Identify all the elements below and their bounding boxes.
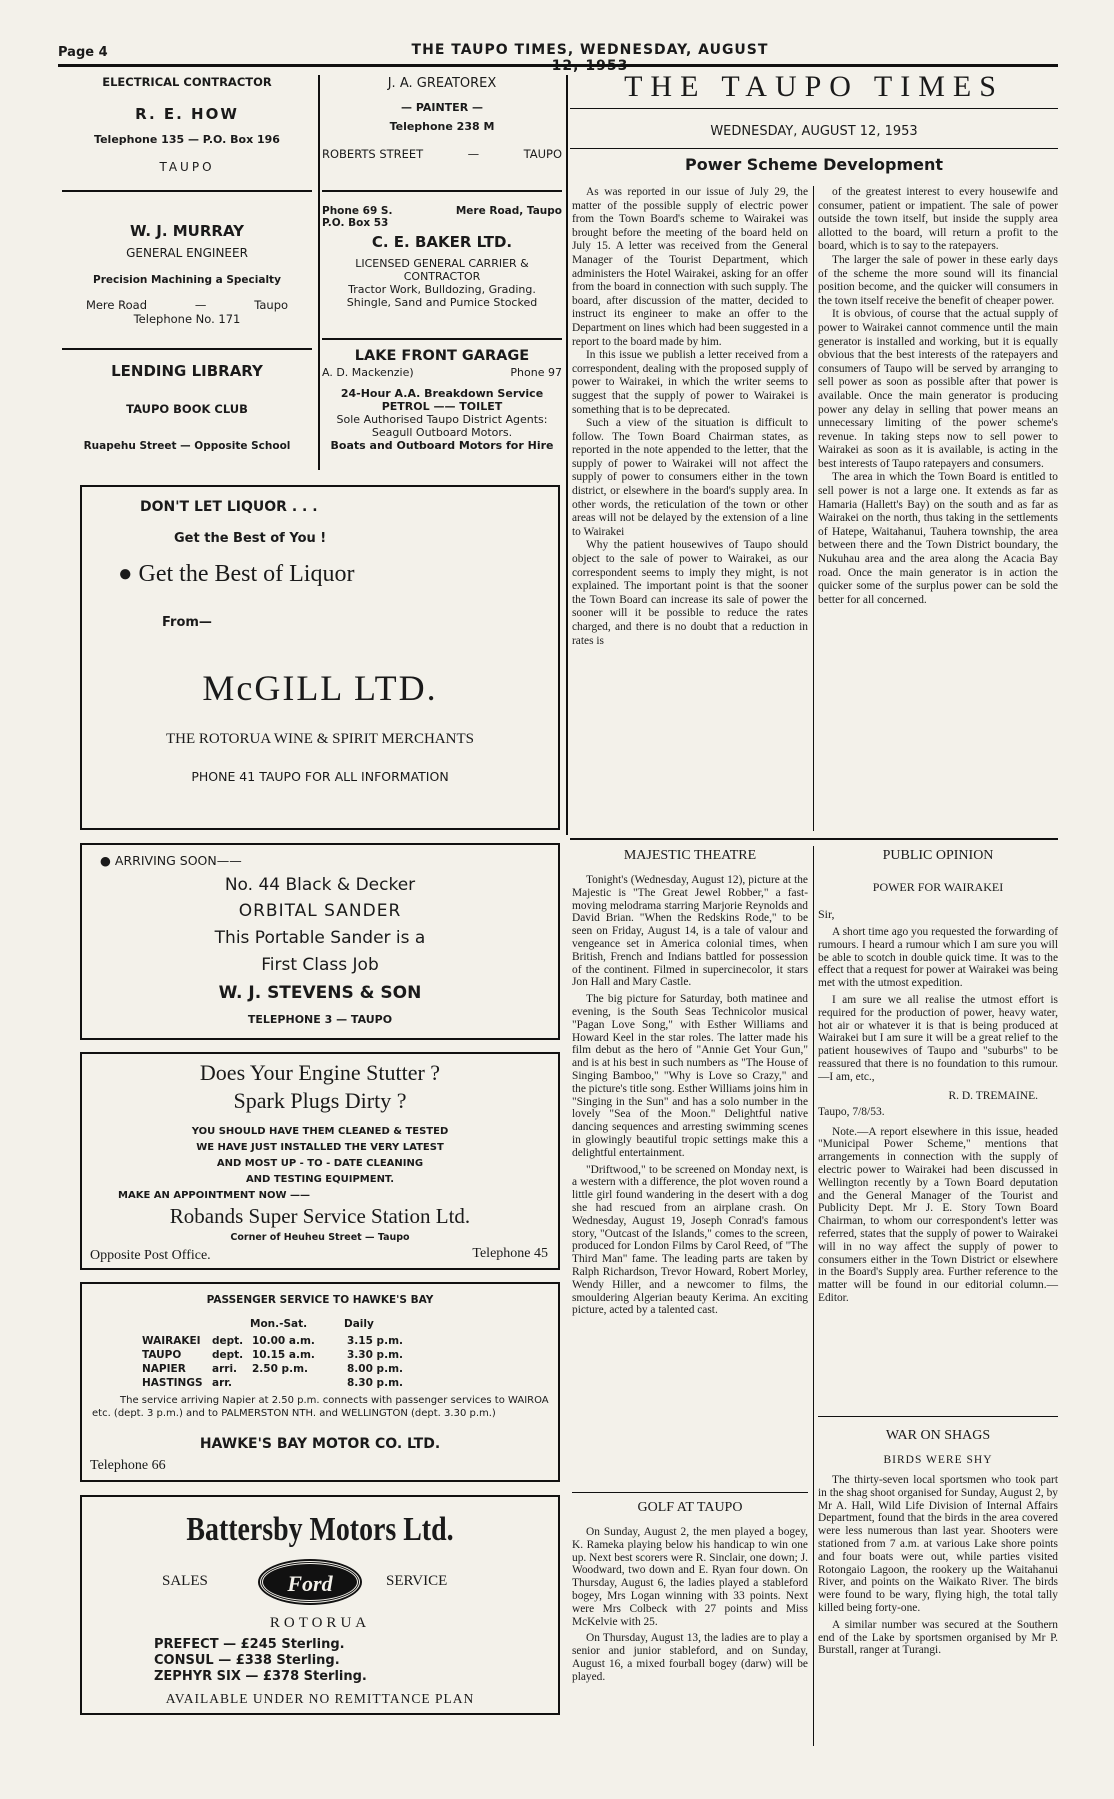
garage-line-1: 24-Hour A.A. Breakdown Service: [340, 387, 544, 400]
garage-line-2: PETROL —— TOILET: [381, 400, 503, 413]
masthead-name: THE TAUPO TIMES: [624, 70, 1004, 103]
garage-line-4: Seagull Outboard Motors.: [371, 426, 513, 439]
row-place: TAUPO: [142, 1349, 182, 1361]
how-town: TAUPO: [159, 160, 215, 174]
ad-library: [62, 362, 312, 452]
rule: [570, 148, 1058, 149]
ad-garage: [322, 348, 562, 452]
how-name: R. E. HOW: [135, 105, 239, 123]
robands-line-1: Does Your Engine Stutter ?: [199, 1060, 441, 1085]
rule: [570, 838, 1058, 840]
mcgill-line-1: DON'T LET LIQUOR . . .: [140, 499, 318, 515]
library-club: TAUPO BOOK CLUB: [126, 402, 248, 416]
running-title: THE TAUPO TIMES, WEDNESDAY, AUGUST: [411, 42, 769, 58]
robands-line-2: Spark Plugs Dirty ?: [233, 1088, 407, 1113]
mcgill-line-5: THE ROTORUA WINE & SPIRIT MERCHANTS: [166, 731, 474, 747]
shags-article: [818, 1428, 1058, 1657]
editorial-para: The larger the sale of power in these early days of the scheme the more sound will its financial position become, and the quicker will consumers in the town itself receive the benefit of cheaper power.: [818, 253, 1058, 307]
ad-murray: [62, 222, 312, 326]
editorial-headline: Power Scheme Development: [684, 155, 944, 174]
garage-name: LAKE FRONT GARAGE: [354, 348, 530, 364]
garage-line-5: Boats and Outboard Motors for Hire: [330, 439, 554, 452]
garage-line-3: Sole Authorised Taupo District Agents:: [336, 413, 548, 426]
murray-special: Precision Machining a Specialty: [93, 274, 281, 286]
shags-para: A similar number was secured at the Southern end of the Lake by sportsmen organised by Mr P. Burstall, ranger at Turangi.: [818, 1618, 1058, 1657]
library-name: LENDING LIBRARY: [111, 362, 263, 380]
greatorex-trade: — PAINTER —: [400, 101, 483, 114]
bullet-icon: ●: [118, 561, 133, 587]
stevens-line-3: ORBITAL SANDER: [238, 901, 402, 921]
rule: [322, 190, 562, 192]
ad-hawkes-bay: [80, 1282, 560, 1482]
column-rule: [318, 75, 320, 470]
ford-logo-text: Ford: [287, 1571, 333, 1596]
hawkes-title: PASSENGER SERVICE TO HAWKE'S BAY: [206, 1294, 434, 1306]
murray-road: Mere Road: [85, 298, 147, 312]
robands-phone: Telephone 45: [472, 1246, 548, 1261]
murray-town: Taupo: [254, 298, 289, 312]
stevens-name: W. J. STEVENS & SON: [218, 983, 422, 1003]
hawkes-note: The service arriving Napier at 2.50 p.m. connects with passenger services to WAIROA etc. (dept. 3 p.m.) and to PALMERSTON NTH. and WELLINGTON (dept. 3.30 p.m.): [92, 1395, 549, 1419]
ad-stevens: [80, 843, 560, 1040]
golf-para: On Sunday, August 2, the men played a bogey, K. Rameka playing below his handicap to win one up. Next best scorers were R. Sinclair, one down; J. Woodward, two down and E. Ryan four down. On Thursday, August 6, the ladies played a stableford bogey, Mrs Logan winning with 33 points. Next were Mrs Colbeck with 27 points and Miss McKelvie with 25.: [572, 1526, 808, 1628]
rule: [62, 190, 312, 192]
theatre-para: Tonight's (Wednesday, August 12), picture at the Majestic is "The Great Jewel Robber," a fast-moving melodrama starring Marjorie Reynolds and David Brian. "When the Redskins Rode," to be seen on Friday, August 14, is a tale of valour and vengeance set in America colonial times, when British, French and Indians battled for possession of the continent. Filmed in supercinecolor, it stars Jon Hall and Mary Castle.: [572, 874, 808, 989]
ford-logo: [260, 1561, 360, 1603]
hawkes-name: HAWKE'S BAY MOTOR CO. LTD.: [199, 1436, 441, 1452]
battersby-plan: AVAILABLE UNDER NO REMITTANCE PLAN: [165, 1691, 475, 1706]
greatorex-street: ROBERTS STREET: [322, 147, 424, 161]
greatorex-town: TAUPO: [523, 147, 562, 161]
robands-line-8: Corner of Heuheu Street — Taupo: [230, 1232, 410, 1243]
robands-name: Robands Super Service Station Ltd.: [169, 1204, 471, 1228]
header-rule: [58, 64, 1058, 67]
editorial-para: As was reported in our issue of July 29, the matter of the possible supply of electric power from the Town Board's scheme to Wairakei was brought before the meeting of the board held on July 15. A letter was received from the General Manager of the Tourist Department, which administers the Hotel Wairakei, asking for an offer from the board in connection with such supply. The board, after discussion of the matter, decided to instruct its engineer to make an offer to the Department on lines which had been suggested in a report to the board made by him.: [572, 186, 808, 348]
robands-line-6: AND TESTING EQUIPMENT.: [245, 1174, 395, 1185]
page-number: Page 4: [58, 45, 108, 60]
opinion-salutation: Sir,: [818, 907, 835, 921]
baker-box: P.O. Box 53: [322, 217, 389, 229]
hawkes-col-1: Mon.-Sat.: [250, 1318, 308, 1330]
theatre-article: [572, 848, 808, 1317]
battersby-service: SERVICE: [386, 1573, 448, 1589]
price-consul: CONSUL — £338 Sterling.: [154, 1653, 340, 1668]
editorial-col-1: [572, 186, 808, 648]
editorial-para: In this issue we publish a letter received from a correspondent, dealing with the proposed supply of power to Wairakei, in which the writer seems to suggest that the supply of power to Wairakei is something that is to be deprecated.: [572, 349, 808, 416]
row-time-2: 3.30 p.m.: [347, 1349, 403, 1361]
opinion-para: A short time ago you requested the forwarding of rumours. I heard a rumour which I am sure you will be able to scotch in double quick time. It was to the effect that a request for power at Wairakei was being met with the utmost expedition.: [818, 926, 1058, 990]
stevens-line-5: First Class Job: [261, 955, 379, 975]
opinion-note: Note.—A report elsewhere in this issue, headed "Municipal Power Scheme," mentions that arrangements in connection with the supply of electric power to Wairakei had been discussed in Wellington recently by a Town Board deputation and the General Manager of the Tourist and Publicity Dept. Mr J. E. Story Town Board Chairman, to whom our correspondent's letter was referred, states that the supply of power to Wairakei will in no way affect the supply of power to consumers either in the Town District or elsewhere in the Board's Supply area. Further reference to the matter will be found in our editorial column.—Editor.: [818, 1125, 1058, 1304]
robands-line-3: YOU SHOULD HAVE THEM CLEANED & TESTED: [191, 1126, 449, 1137]
hawkes-timetable: [142, 1334, 403, 1390]
opinion-para: I am sure we all realise the utmost effort is required for the production of power, heavy water, hot air or whatever it is that is being produced at Wairakei but I am sure it will be a great relief to the patient housewives of Taupo and "suburbs" to be reassured that there is no foundation to this rumour.—I am, etc.,: [818, 993, 1058, 1083]
greatorex-phone: Telephone 238 M: [389, 120, 495, 133]
greatorex-name: J. A. GREATOREX: [387, 76, 497, 91]
mcgill-line-6: PHONE 41 TAUPO FOR ALL INFORMATION: [191, 769, 449, 784]
stevens-phone: TELEPHONE 3 — TAUPO: [247, 1013, 393, 1026]
mcgill-line-4: From—: [162, 615, 212, 630]
column-rule: [566, 75, 568, 835]
editorial-para: of the greatest interest to every housewife and consumer, patient or impatient. The sale of power outside the town itself, but inside the supply area allotted to the board, will return a profit to the board, which is to say to the ratepayers.: [818, 186, 1058, 253]
hawkes-col-2: Daily: [344, 1318, 374, 1330]
stevens-line-2: No. 44 Black & Decker: [224, 875, 416, 895]
baker-line-2: CONTRACTOR: [403, 270, 481, 283]
row-dir: arri.: [212, 1363, 238, 1375]
murray-trade: GENERAL ENGINEER: [126, 246, 248, 260]
theatre-heading: MAJESTIC THEATRE: [623, 848, 757, 863]
mcgill-line-3-text: Get the Best of Liquor: [138, 561, 355, 587]
shags-sub: BIRDS WERE SHY: [883, 1454, 993, 1466]
timetable-row: [142, 1376, 403, 1390]
battersby-name: Battersby Motors Ltd.: [186, 1511, 454, 1548]
murray-phone: Telephone No. 171: [133, 312, 241, 326]
timetable-row: [142, 1334, 403, 1348]
robands-line-9: Opposite Post Office.: [90, 1248, 211, 1263]
rule: [818, 1416, 1058, 1417]
bullet-icon: ●: [100, 853, 111, 868]
ad-robands: [80, 1052, 560, 1270]
row-time-1: 10.15 a.m.: [252, 1349, 315, 1361]
row-dir: dept.: [212, 1349, 244, 1361]
robands-line-7: MAKE AN APPOINTMENT NOW ——: [118, 1190, 310, 1201]
row-dir: arr.: [212, 1377, 232, 1389]
battersby-sales: SALES: [162, 1573, 208, 1589]
ad-battersby: [80, 1495, 560, 1715]
row-place: NAPIER: [142, 1363, 186, 1375]
robands-line-5: AND MOST UP - TO - DATE CLEANING: [216, 1158, 424, 1169]
rule: [570, 108, 1058, 109]
row-time-2: 8.30 p.m.: [347, 1377, 403, 1389]
column-rule: [813, 186, 814, 831]
baker-line-4: Shingle, Sand and Pumice Stocked: [346, 296, 538, 309]
ad-mcgill: [80, 485, 560, 830]
dash: —: [467, 147, 480, 161]
opinion-sub: POWER FOR WAIRAKEI: [872, 880, 1004, 894]
row-time-2: 3.15 p.m.: [347, 1335, 403, 1347]
baker-name: C. E. BAKER LTD.: [371, 233, 513, 251]
rule: [322, 338, 562, 340]
golf-para: On Thursday, August 13, the ladies are to play a senior and junior stableford, and on Sunday, August 16, a mixed fourball bogey (darw) will be played.: [572, 1632, 808, 1683]
battersby-town: ROTORUA: [269, 1615, 371, 1631]
theatre-para: "Driftwood," to be screened on Monday next, is a western with a difference, the plot woven round a little girl found wandering in the desert with a dog she had rescued from an airplane crash. On Wednesday, August 19, Joseph Conrad's famous story, "Outcast of the Islands," comes to the screen, produced for London Films by Carol Reed, of "The Third Man" fame. The leading parts are taken by Ralph Richardson, Trevor Howard, Robert Morley, Wendy Hiller, and a newcomer to films, the smouldering Algerian beauty Kerima. An exciting picture, acted by a talented cast.: [572, 1163, 808, 1317]
shags-heading: WAR ON SHAGS: [885, 1428, 991, 1443]
opinion-article: [818, 848, 1058, 1305]
stevens-line-1: [100, 853, 242, 868]
baker-address: Mere Road, Taupo: [455, 205, 562, 217]
golf-article: [572, 1500, 808, 1684]
editorial-para: Such a view of the situation is difficult to follow. The Town Board Chairman states, as reported in the note appended to the letter, that the supply of power to Wairakei will not affect the supply of power to consumers either in the town district, or elsewhere in the board's supply area. In other words, the reticulation of the town or other areas will not be delayed by the extension of a line to Wairakei: [572, 417, 808, 538]
hawkes-phone: Telephone 66: [90, 1458, 166, 1473]
ad-greatorex: [322, 76, 562, 161]
how-heading: ELECTRICAL CONTRACTOR: [102, 75, 272, 89]
row-dir: dept.: [212, 1335, 244, 1347]
opinion-dateline: Taupo, 7/8/53.: [818, 1105, 885, 1118]
editorial-col-2: [818, 186, 1058, 607]
how-contact: Telephone 135 — P.O. Box 196: [94, 133, 280, 146]
rule: [62, 348, 312, 350]
price-zephyr: ZEPHYR SIX — £378 Sterling.: [154, 1669, 367, 1684]
garage-phone: Phone 97: [510, 366, 562, 379]
row-time-2: 8.00 p.m.: [347, 1363, 403, 1375]
murray-name: W. J. MURRAY: [130, 222, 244, 240]
dash: —: [194, 298, 207, 312]
row-place: HASTINGS: [142, 1377, 203, 1389]
row-place: WAIRAKEI: [142, 1335, 201, 1347]
timetable-row: [142, 1348, 403, 1362]
row-time-1: 10.00 a.m.: [252, 1335, 315, 1347]
stevens-line-1-text: ARRIVING SOON——: [114, 853, 242, 868]
garage-owner: A. D. Mackenzie): [322, 366, 414, 379]
opinion-signature: R. D. TREMAINE.: [948, 1089, 1038, 1102]
library-address: Ruapehu Street — Opposite School: [83, 440, 291, 452]
rule: [572, 1492, 808, 1493]
mcgill-name: McGILL LTD.: [202, 668, 438, 708]
column-rule: [813, 846, 814, 1746]
stevens-line-4: This Portable Sander is a: [214, 928, 426, 948]
baker-phone: Phone 69 S.: [322, 205, 393, 217]
timetable-row: [142, 1362, 403, 1376]
theatre-para: The big picture for Saturday, both matinee and evening, is the South Seas Technicolor musical "Pagan Love Song," with Esther Williams and Howard Keel in the star roles. The latter made his film debut as the hero of "Annie Get Your Gun," and is at his best in such numbers as "The House of Singing Bamboo," "Why is Love so Crazy," and the picture's title song. Esther Williams joins him in "Singing in the Sun" and has a solo number in the lovely "Sea of the Moon." Delightful native dancing sequences and arresting swimming scenes in glowingly beautiful tropic settings make this a delightful entertainment.: [572, 993, 808, 1159]
robands-line-4: WE HAVE JUST INSTALLED THE VERY LATEST: [196, 1142, 444, 1153]
battersby-prices: [154, 1637, 367, 1685]
ad-how: [62, 75, 312, 174]
golf-heading: GOLF AT TAUPO: [637, 1500, 743, 1515]
mcgill-line-3: [118, 561, 354, 588]
shags-para: The thirty-seven local sportsmen who took part in the shag shoot organised for Sunday, August 2, by Mr A. Hall, Wild Life Division of Internal Affairs Department, found that the birds in the area covered were less numerous than last year. Shooters were stationed from 7 a.m. at various Lake shore points and four boats were out, while parties visited Rotongaio Lagoon, the rookery up the Waitahanui River, and points on the Waikato River. The birds were found to be wary, flying high, the total tally killed being forty-one.: [818, 1474, 1058, 1614]
masthead-date: WEDNESDAY, AUGUST 12, 1953: [710, 124, 918, 139]
mcgill-line-2: Get the Best of You !: [174, 531, 327, 546]
opinion-heading: PUBLIC OPINION: [882, 848, 994, 863]
price-prefect: PREFECT — £245 Sterling.: [154, 1637, 345, 1652]
editorial-para: Why the patient housewives of Taupo should object to the sale of power to Wairakei, as our correspondent seems to imply they might, is not explained. The important point is that the sooner the Town Board can increase its sale of power the sooner will it be possible to reduce the rates charged, and there is no doubt that a reduction in rates is: [572, 539, 808, 647]
baker-line-3: Tractor Work, Bulldozing, Grading.: [348, 283, 536, 296]
row-time-1: 2.50 p.m.: [252, 1363, 308, 1375]
baker-line-1: LICENSED GENERAL CARRIER &: [355, 257, 529, 270]
editorial-para: It is obvious, of course that the actual supply of power to Wairakei cannot commence until the main generator is installed and working, but it is equally obvious that the best interests of the ratepayers and consumers of Taupo will be served by arranging to sell power as soon as possible after that power is available. Once the main generator is producing power any delay in selling that power means an unnecessary limiting of the power scheme's revenue. In taking steps now to sell power to Wairakei as soon as it is available, is acting in the best interests of Taupo ratepayers and consumers.: [818, 308, 1058, 470]
ad-baker: [322, 205, 562, 309]
editorial-para: The area in which the Town Board is entitled to sell power is not a large one. It extends as far as Hamaria (Hallett's Bay) on the south and as far as Wairakei on the north, thus taking in the settlements of Hatepe, Waitahanui, Tauhera township, the area between there and the Town District boundary, the Nukuhau area and the area along the Acacia Bay road. Once the main generator is in action the quicker some of the surplus power can be sold the better for all concerned.: [818, 471, 1058, 606]
